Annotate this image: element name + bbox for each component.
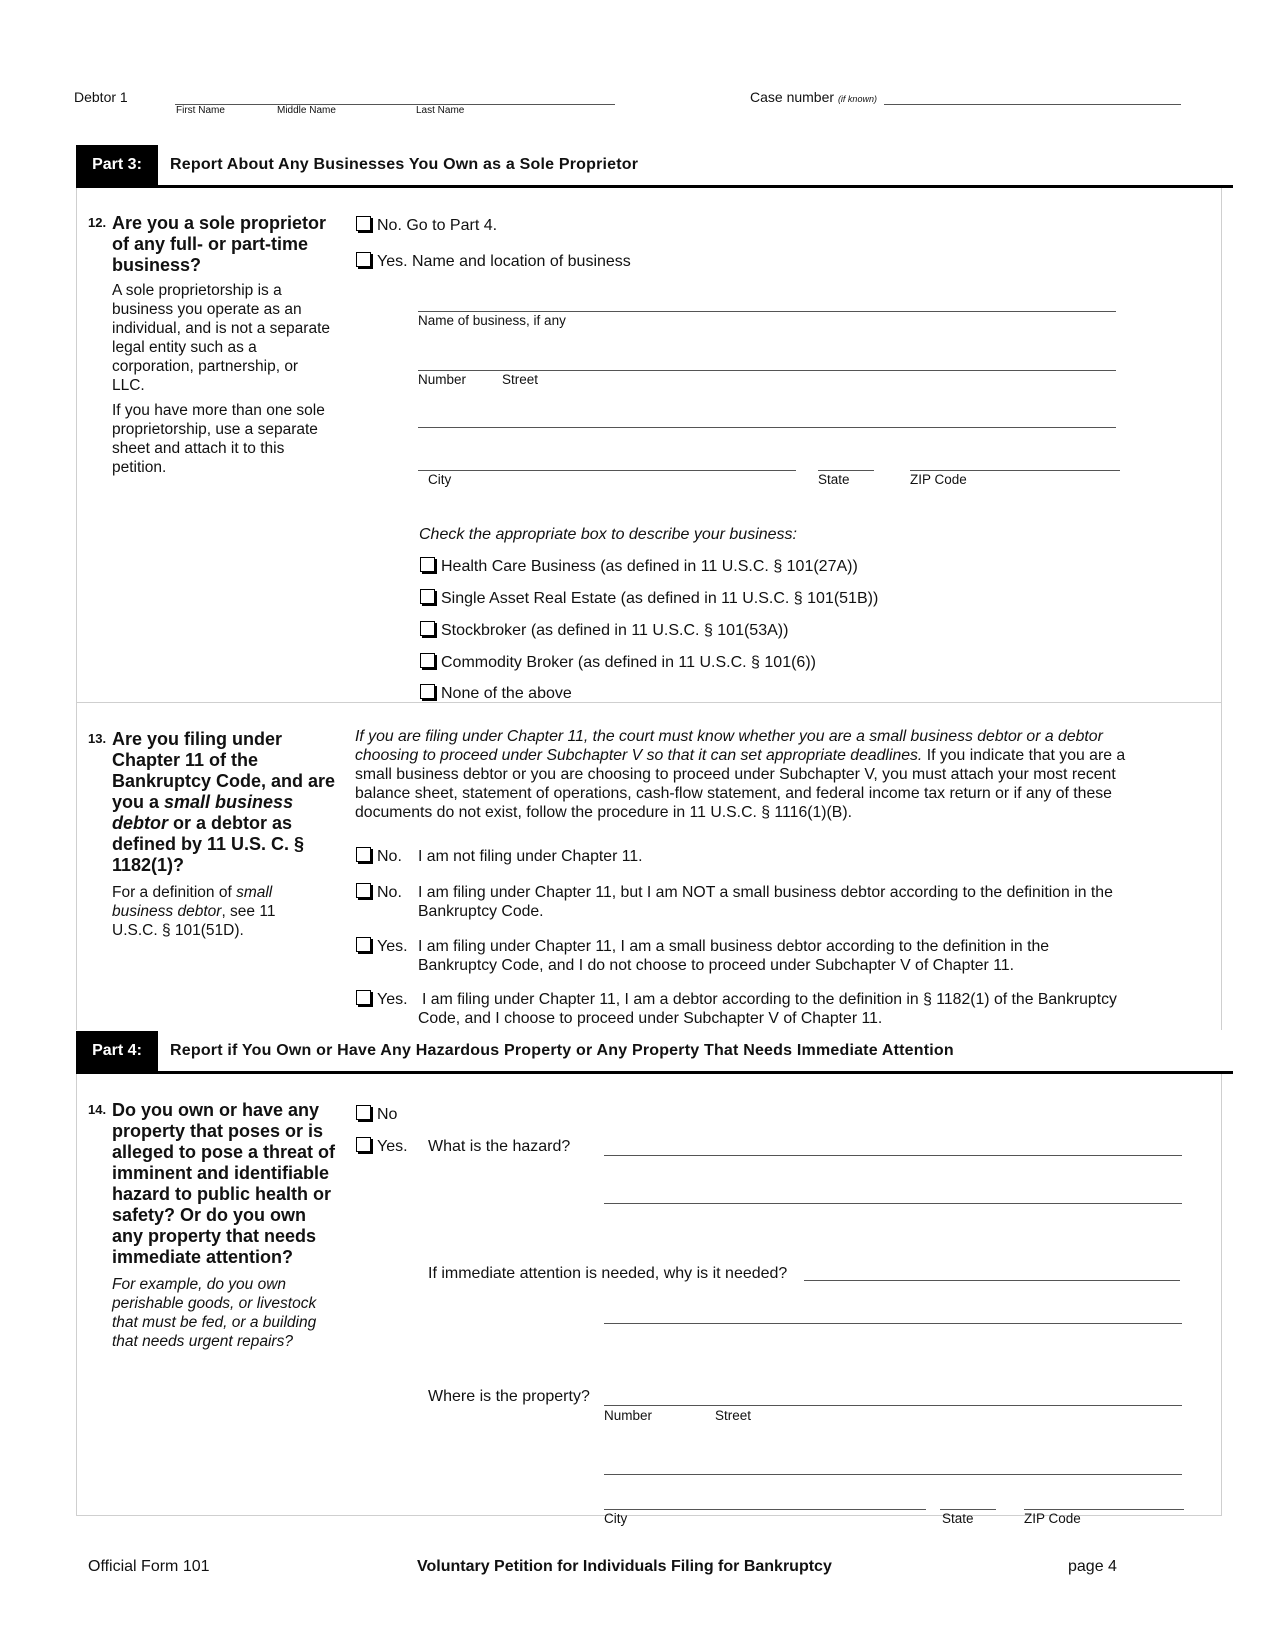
business-address-line-2[interactable] <box>418 427 1116 428</box>
business-type-commodity-broker[interactable]: Commodity Broker (as defined in 11 U.S.C. § 101(6)) <box>420 653 816 672</box>
q13-option-2-text: I am filing under Chapter 11, but I am NOT a small business debtor according to the definition in the Bankruptcy Code. <box>418 884 1113 920</box>
hazard-question: What is the hazard? <box>428 1138 571 1155</box>
checkbox[interactable] <box>420 589 435 604</box>
property-street-field[interactable] <box>604 1405 1182 1406</box>
q12-option-yes[interactable]: Yes. Name and location of business <box>356 252 631 271</box>
q12-desc-2: If you have more than one sole proprietorship, use a separate sheet and attach it to this petition. <box>112 402 325 476</box>
property-street-caption: Street <box>715 1408 752 1423</box>
where-question: Where is the property? <box>428 1388 590 1405</box>
footer-form-name: Official Form 101 <box>88 1558 210 1575</box>
zip-caption: ZIP Code <box>910 472 967 487</box>
checkbox[interactable] <box>420 653 435 668</box>
property-address-line-2[interactable] <box>604 1474 1182 1475</box>
attention-field-2[interactable] <box>604 1323 1182 1324</box>
q13-title: Are you filing under Chapter 11 of the Bankruptcy Code, and are you a small business debtor or a debtor as defined by 11 U.S. C. § 1182(1)? <box>112 729 336 875</box>
business-name-caption: Name of business, if any <box>418 313 566 328</box>
q12-q13-divider <box>76 702 1222 703</box>
attention-field-1[interactable] <box>804 1280 1180 1281</box>
q14-number: 14. <box>88 1102 107 1117</box>
q12-title: Are you a sole proprietor of any full- or part-time business? <box>112 213 327 275</box>
checkbox[interactable] <box>356 847 371 862</box>
checkbox[interactable] <box>420 621 435 636</box>
q13-option-4-text: I am filing under Chapter 11, I am a debtor according to the definition in § 1182(1) of the Bankruptcy Code, and I choose to proceed under Subchapter V of Chapter 11. <box>418 991 1117 1027</box>
last-name-caption: Last Name <box>416 105 465 116</box>
checkbox[interactable] <box>356 1137 371 1152</box>
debtor-label: Debtor 1 <box>74 89 128 105</box>
middle-name-caption: Middle Name <box>277 105 336 116</box>
property-zip-caption: ZIP Code <box>1024 1511 1081 1526</box>
footer-title: Voluntary Petition for Individuals Filing for Bankruptcy <box>417 1558 832 1575</box>
part-3-title: Report About Any Businesses You Own as a Sole Proprietor <box>170 156 639 173</box>
q13-option-1[interactable]: No. <box>356 847 402 866</box>
attention-question: If immediate attention is needed, why is it needed? <box>428 1265 788 1282</box>
q12-question <box>88 213 338 477</box>
part-3-label: Part 3: <box>76 145 158 185</box>
q13-option-1-text: I am not filing under Chapter 11. <box>418 848 643 865</box>
property-state-caption: State <box>942 1511 974 1526</box>
q12-option-no[interactable]: No. Go to Part 4. <box>356 216 497 235</box>
city-caption: City <box>428 472 452 487</box>
q13-option-4[interactable]: Yes. <box>356 990 408 1009</box>
business-name-field[interactable] <box>418 311 1116 312</box>
part-4-label: Part 4: <box>76 1031 158 1071</box>
street-caption: Street <box>502 372 539 387</box>
q14-option-no[interactable]: No <box>356 1105 397 1124</box>
if-known-note: (if known) <box>837 94 877 104</box>
checkbox[interactable] <box>356 990 371 1005</box>
q13-desc: For a definition of small business debtor, see 11 U.S.C. § 101(51D). <box>112 884 276 939</box>
q13-option-2[interactable]: No. <box>356 883 402 902</box>
state-caption: State <box>818 472 850 487</box>
property-zip-field[interactable] <box>1024 1509 1184 1510</box>
checkbox[interactable] <box>356 937 371 952</box>
property-city-field[interactable] <box>604 1509 926 1510</box>
part-4-title: Report if You Own or Have Any Hazardous Property or Any Property That Needs Immediate Attention <box>170 1042 954 1059</box>
q14-option-yes[interactable]: Yes. <box>356 1137 408 1156</box>
checkbox[interactable] <box>356 216 371 231</box>
q12-desc-1: A sole proprietorship is a business you operate as an individual, and is not a separate legal entity such as a corporation, partnership, or LLC. <box>112 282 331 394</box>
debtor-name-field[interactable] <box>175 104 615 105</box>
business-type-stockbroker[interactable]: Stockbroker (as defined in 11 U.S.C. § 101(53A)) <box>420 621 788 640</box>
part-3-header <box>76 145 1233 185</box>
q13-option-3-text: I am filing under Chapter 11, I am a small business debtor according to the definition in the Bankruptcy Code, and I do not choose to proceed under Subchapter V of Chapter 11. <box>418 938 1050 974</box>
q13-question <box>88 729 338 940</box>
case-number-field[interactable] <box>884 104 1181 105</box>
property-state-field[interactable] <box>940 1509 996 1510</box>
hazard-field-1[interactable] <box>604 1155 1182 1156</box>
checkbox[interactable] <box>356 883 371 898</box>
business-zip-field[interactable] <box>910 470 1120 471</box>
q14-question <box>88 1100 338 1351</box>
business-type-prompt: Check the appropriate box to describe your business: <box>419 526 797 543</box>
property-number-caption: Number <box>604 1408 653 1423</box>
business-city-field[interactable] <box>418 470 796 471</box>
footer-page-number: page 4 <box>1068 1558 1117 1575</box>
business-street-field[interactable] <box>418 370 1116 371</box>
q13-intro: If you are filing under Chapter 11, the court must know whether you are a small business debtor or a debtor choosing to proceed under Subchapter V so that it can set appropriate deadlines. If you indicate that you are a small business debtor or you are choosing to proceed under Subchapter V, you must attach your most recent balance sheet, statement of operations, cash-flow statement, and federal income tax return or if any of these documents do not exist, follow the procedure in 11 U.S.C. § 1116(1)(B). <box>355 728 1126 821</box>
checkbox[interactable] <box>356 252 371 267</box>
q13-number: 13. <box>88 731 107 746</box>
number-caption: Number <box>418 372 467 387</box>
hazard-field-2[interactable] <box>604 1203 1182 1204</box>
q12-number: 12. <box>88 215 107 230</box>
case-number-label: Case number (if known) <box>750 89 877 105</box>
business-type-single-asset[interactable]: Single Asset Real Estate (as defined in 11 U.S.C. § 101(51B)) <box>420 589 878 608</box>
checkbox[interactable] <box>356 1105 371 1120</box>
business-state-field[interactable] <box>818 470 874 471</box>
checkbox[interactable] <box>420 684 435 699</box>
q14-title: Do you own or have any property that poses or is alleged to pose a threat of imminent and identifiable hazard to public health or safety? Or do you own any property that needs immediate attention? <box>112 1100 336 1267</box>
business-type-none[interactable]: None of the above <box>420 684 572 703</box>
business-type-health-care[interactable]: Health Care Business (as defined in 11 U.S.C. § 101(27A)) <box>420 557 858 576</box>
part-4-header <box>76 1031 1233 1071</box>
checkbox[interactable] <box>420 557 435 572</box>
property-city-caption: City <box>604 1511 628 1526</box>
q14-desc: For example, do you own perishable goods, or livestock that must be fed, or a building that needs urgent repairs? <box>112 1276 317 1350</box>
q13-option-3[interactable]: Yes. <box>356 937 408 956</box>
first-name-caption: First Name <box>176 105 225 116</box>
